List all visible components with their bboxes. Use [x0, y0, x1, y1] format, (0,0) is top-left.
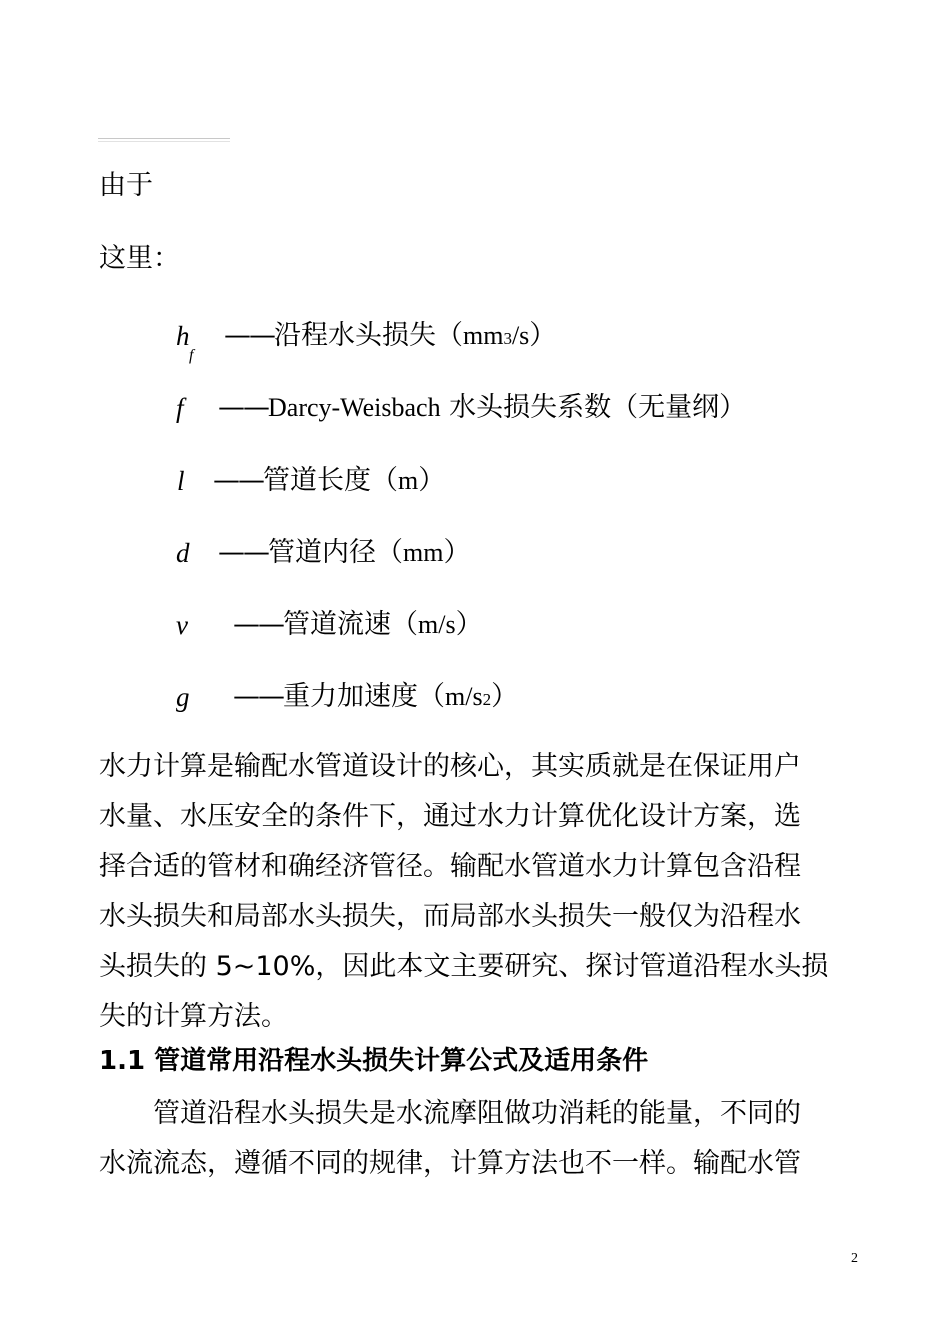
definition-text: ——管道长度（m） — [213, 465, 446, 496]
separator-line-shadow — [98, 141, 230, 142]
symbol-v: v — [176, 610, 188, 640]
paragraph-line: 择合适的管材和确经济管径。输配水管道水力计算包含沿程 — [99, 851, 801, 882]
symbol-g: g — [176, 682, 190, 712]
paragraph-line: 失的计算方法。 — [99, 1001, 288, 1032]
paragraph-line: 水量、水压安全的条件下，通过水力计算优化设计方案，选 — [99, 801, 801, 832]
symbol-l: l — [177, 466, 185, 496]
symbol-f: f — [176, 393, 184, 423]
definition-text: ——Darcy-Weisbach 水头损失系数（无量纲） — [218, 392, 747, 423]
definition-text: ——沿程水头损失（mm3/s） — [224, 320, 557, 351]
paragraph-line: 水流流态，遵循不同的规律，计算方法也不一样。输配水管 — [99, 1148, 801, 1179]
intro-line-2: 这里： — [99, 243, 180, 274]
symbol-d: d — [176, 538, 190, 568]
page-number: 2 — [851, 1251, 858, 1266]
body-paragraph-2 — [99, 1089, 869, 1189]
paragraph-line: 管道沿程水头损失是水流摩阻做功消耗的能量，不同的 — [99, 1098, 801, 1129]
definition-text: ——管道内径（mm） — [218, 537, 471, 568]
symbol-subscript-f: f — [189, 347, 194, 364]
intro-line-1: 由于 — [99, 170, 153, 201]
paragraph-line: 水力计算是输配水管道设计的核心，其实质就是在保证用户 — [99, 751, 801, 782]
separator-line — [98, 138, 230, 139]
definition-text: ——管道流速（m/s） — [233, 609, 483, 640]
body-paragraph-1 — [99, 742, 869, 1042]
section-heading: 1.1 管道常用沿程水头损失计算公式及适用条件 — [99, 1046, 649, 1076]
paragraph-line: 头损失的 5~10%，因此本文主要研究、探讨管道沿程水头损 — [99, 951, 829, 982]
definition-text: ——重力加速度（m/s2） — [233, 681, 519, 712]
symbol-h: h — [176, 321, 190, 351]
paragraph-line: 水头损失和局部水头损失，而局部水头损失一般仅为沿程水 — [99, 901, 801, 932]
